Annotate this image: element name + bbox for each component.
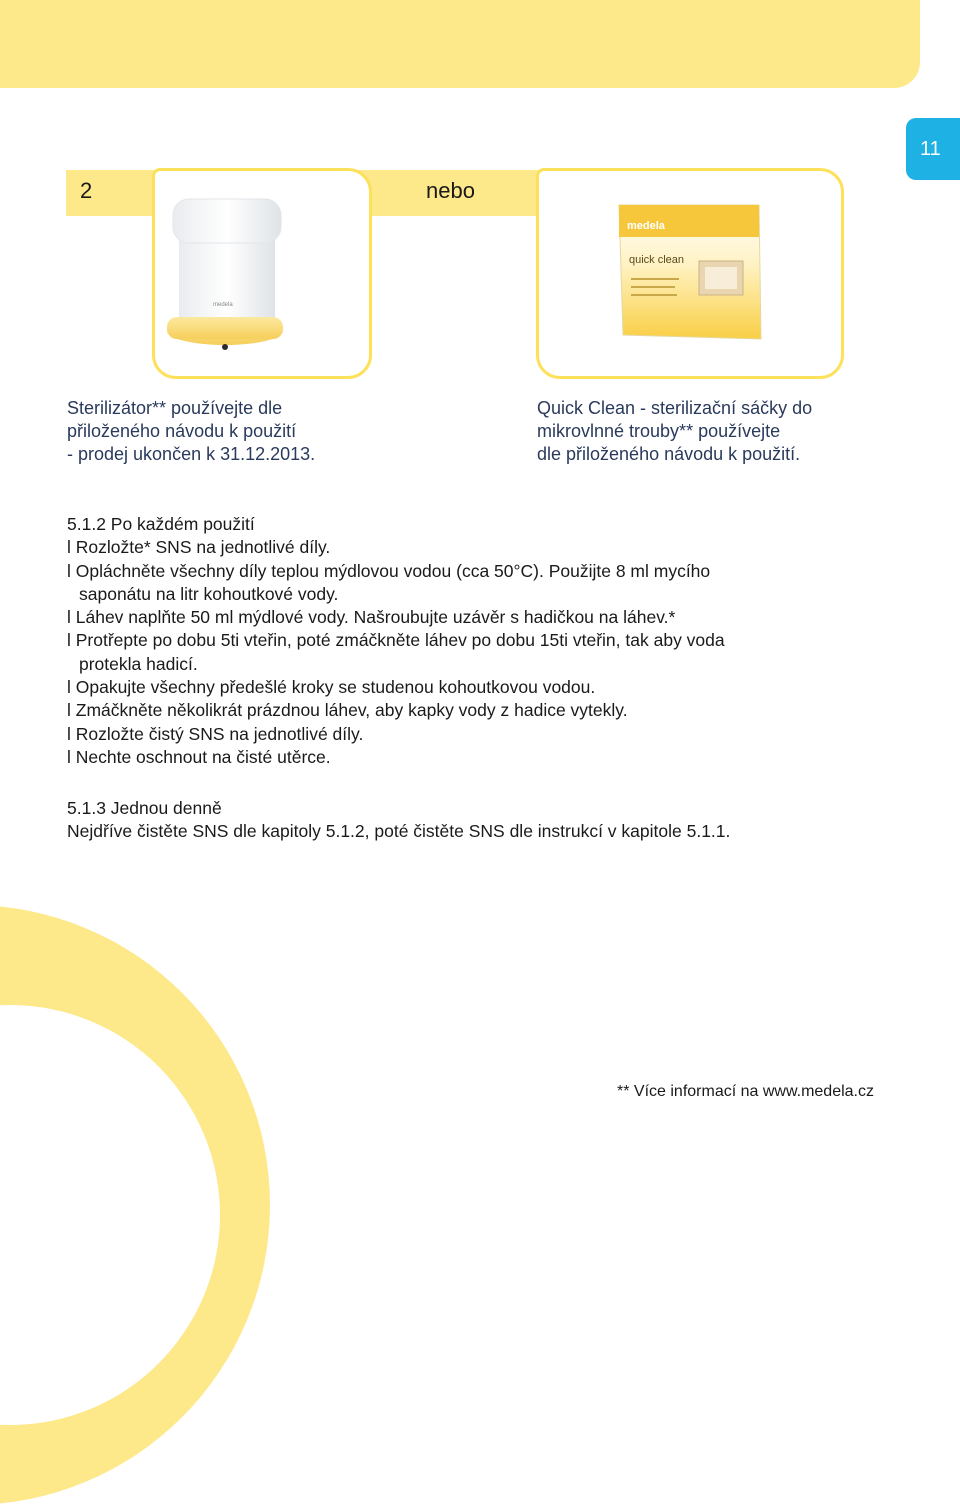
quick-clean-caption: Quick Clean - sterilizační sáčky do mikrovlnné trouby** používejte dle přiloženého návodu k použití. — [537, 398, 813, 464]
bag-brand-logo: medela — [627, 220, 665, 232]
section-heading: 5.1.2 Po každém použití — [67, 514, 255, 534]
instruction-line: l Protřepte po dobu 5ti vteřin, poté zmáčkněte láhev po dobu 15ti vteřin, tak aby voda — [67, 630, 725, 651]
instruction-line: l Zmáčkněte několikrát prázdnou láhev, aby kapky vody z hadice vytekly. — [67, 700, 628, 721]
footnote: ** Více informací na www.medela.cz — [617, 1083, 874, 1100]
step-number-2: 2 — [80, 178, 93, 203]
section-text: Nejdříve čistěte SNS dle kapitoly 5.1.2, poté čistěte SNS dle instrukcí v kapitole 5.1.1. — [67, 821, 731, 842]
quick-clean-image-frame — [536, 168, 844, 379]
bag-product-name: quick clean — [629, 254, 685, 266]
sterilizer-image-frame — [152, 168, 372, 379]
sterilizer-caption: Sterilizátor** používejte dle přiloženého návodu k použití - prodej ukončen k 31.12.2013. — [67, 398, 316, 464]
instruction-line: l Láhev naplňte 50 ml mýdlové vody. Našroubujte uzávěr s hadičkou na láhev.* — [67, 607, 676, 628]
sterilizer-image — [155, 171, 369, 376]
instruction-line: l Rozložte* SNS na jednotlivé díly. — [67, 537, 331, 558]
sterilizer-brand-logo: medela — [213, 302, 233, 308]
instruction-line: l Nechte oschnout na čisté utěrce. — [67, 746, 331, 767]
section-5-1-2 — [67, 513, 725, 769]
instruction-line: l Opakujte všechny předešlé kroky se studenou kohoutkovou vodou. — [67, 677, 596, 698]
section-heading: 5.1.3 Jednou denně — [67, 798, 222, 818]
quick-clean-bag-image — [539, 171, 841, 376]
instruction-line: l Rozložte čistý SNS na jednotlivé díly. — [67, 723, 364, 744]
instruction-line: saponátu na litr kohoutkové vody. — [79, 583, 339, 604]
instruction-line: protekla hadicí. — [79, 653, 198, 674]
top-decorative-band — [0, 0, 920, 88]
step-connector-nebo: nebo — [426, 178, 475, 203]
page-number-tab: 11 — [906, 118, 960, 180]
section-5-1-3 — [67, 797, 730, 844]
instruction-line: l Opláchněte všechny díly teplou mýdlovou vodou (cca 50°C). Použijte 8 ml mycího — [67, 560, 711, 581]
